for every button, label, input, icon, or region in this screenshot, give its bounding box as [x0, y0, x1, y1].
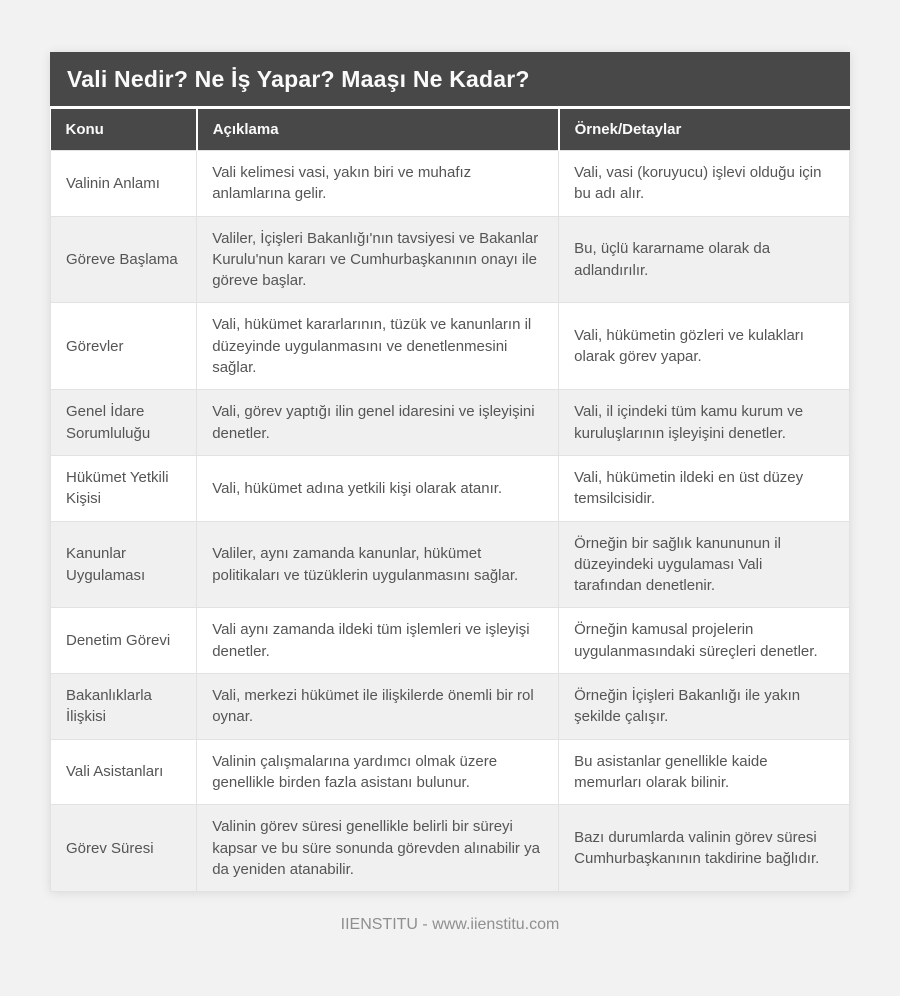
- table-row: [51, 674, 850, 740]
- cell-aciklama: Vali, merkezi hükümet ile ilişkilerde önemli bir rol oynar.: [197, 674, 559, 740]
- cell-konu: Hükümet Yetkili Kişisi: [51, 455, 197, 521]
- table-row: [51, 390, 850, 456]
- cell-aciklama: Valinin çalışmalarına yardımcı olmak üzere genellikle birden fazla asistanı bulunur.: [197, 739, 559, 805]
- cell-aciklama: Vali aynı zamanda ildeki tüm işlemleri ve işleyişi denetler.: [197, 608, 559, 674]
- table-header: [51, 109, 850, 151]
- cell-ornek: Örneğin İçişleri Bakanlığı ile yakın şekilde çalışır.: [559, 674, 850, 740]
- cell-aciklama: Valiler, aynı zamanda kanunlar, hükümet politikaları ve tüzüklerin uygulanmasını sağlar.: [197, 521, 559, 608]
- table-row: [51, 216, 850, 303]
- table-row: [51, 151, 850, 217]
- cell-aciklama: Vali kelimesi vasi, yakın biri ve muhafız anlamlarına gelir.: [197, 151, 559, 217]
- cell-ornek: Bu asistanlar genellikle kaide memurları olarak bilinir.: [559, 739, 850, 805]
- cell-ornek: Bazı durumlarda valinin görev süresi Cumhurbaşkanının takdirine bağlıdır.: [559, 805, 850, 892]
- table-row: [51, 455, 850, 521]
- table-row: [51, 739, 850, 805]
- footer-credit: IIENSTITU - www.iienstitu.com: [340, 916, 560, 934]
- cell-ornek: Vali, il içindeki tüm kamu kurum ve kuruluşlarının işleyişini denetler.: [559, 390, 850, 456]
- cell-ornek: Vali, vasi (koruyucu) işlevi olduğu için bu adı alır.: [559, 151, 850, 217]
- cell-ornek: Örneğin bir sağlık kanununun il düzeyindeki uygulaması Vali tarafından denetlenir.: [559, 521, 850, 608]
- column-header-ornek: Örnek/Detaylar: [559, 109, 850, 151]
- content-card: [50, 52, 850, 892]
- cell-konu: Denetim Görevi: [51, 608, 197, 674]
- cell-ornek: Bu, üçlü kararname olarak da adlandırılır.: [559, 216, 850, 303]
- cell-konu: Göreve Başlama: [51, 216, 197, 303]
- table-row: [51, 608, 850, 674]
- info-table: [50, 109, 850, 892]
- cell-aciklama: Vali, hükümet adına yetkili kişi olarak atanır.: [197, 455, 559, 521]
- cell-ornek: Vali, hükümetin gözleri ve kulakları olarak görev yapar.: [559, 303, 850, 390]
- column-header-konu: Konu: [51, 109, 197, 151]
- page-title: Vali Nedir? Ne İş Yapar? Maaşı Ne Kadar?: [50, 52, 850, 106]
- table-body: [51, 151, 850, 892]
- cell-konu: Valinin Anlamı: [51, 151, 197, 217]
- column-header-aciklama: Açıklama: [197, 109, 559, 151]
- cell-konu: Bakanlıklarla İlişkisi: [51, 674, 197, 740]
- cell-konu: Görevler: [51, 303, 197, 390]
- cell-ornek: Örneğin kamusal projelerin uygulanmasındaki süreçleri denetler.: [559, 608, 850, 674]
- cell-konu: Görev Süresi: [51, 805, 197, 892]
- cell-ornek: Vali, hükümetin ildeki en üst düzey temsilcisidir.: [559, 455, 850, 521]
- cell-konu: Kanunlar Uygulaması: [51, 521, 197, 608]
- table-row: [51, 303, 850, 390]
- table-row: [51, 805, 850, 892]
- table-row: [51, 521, 850, 608]
- cell-aciklama: Valiler, İçişleri Bakanlığı'nın tavsiyesi ve Bakanlar Kurulu'nun kararı ve Cumhurbaşkanının onayı ile göreve başlar.: [197, 216, 559, 303]
- table-header-row: [51, 109, 850, 151]
- cell-konu: Genel İdare Sorumluluğu: [51, 390, 197, 456]
- cell-konu: Vali Asistanları: [51, 739, 197, 805]
- cell-aciklama: Vali, hükümet kararlarının, tüzük ve kanunların il düzeyinde uygulanmasını ve denetlenmesini sağlar.: [197, 303, 559, 390]
- cell-aciklama: Vali, görev yaptığı ilin genel idaresini ve işleyişini denetler.: [197, 390, 559, 456]
- cell-aciklama: Valinin görev süresi genellikle belirli bir süreyi kapsar ve bu süre sonunda görevden alınabilir ya da yeniden atanabilir.: [197, 805, 559, 892]
